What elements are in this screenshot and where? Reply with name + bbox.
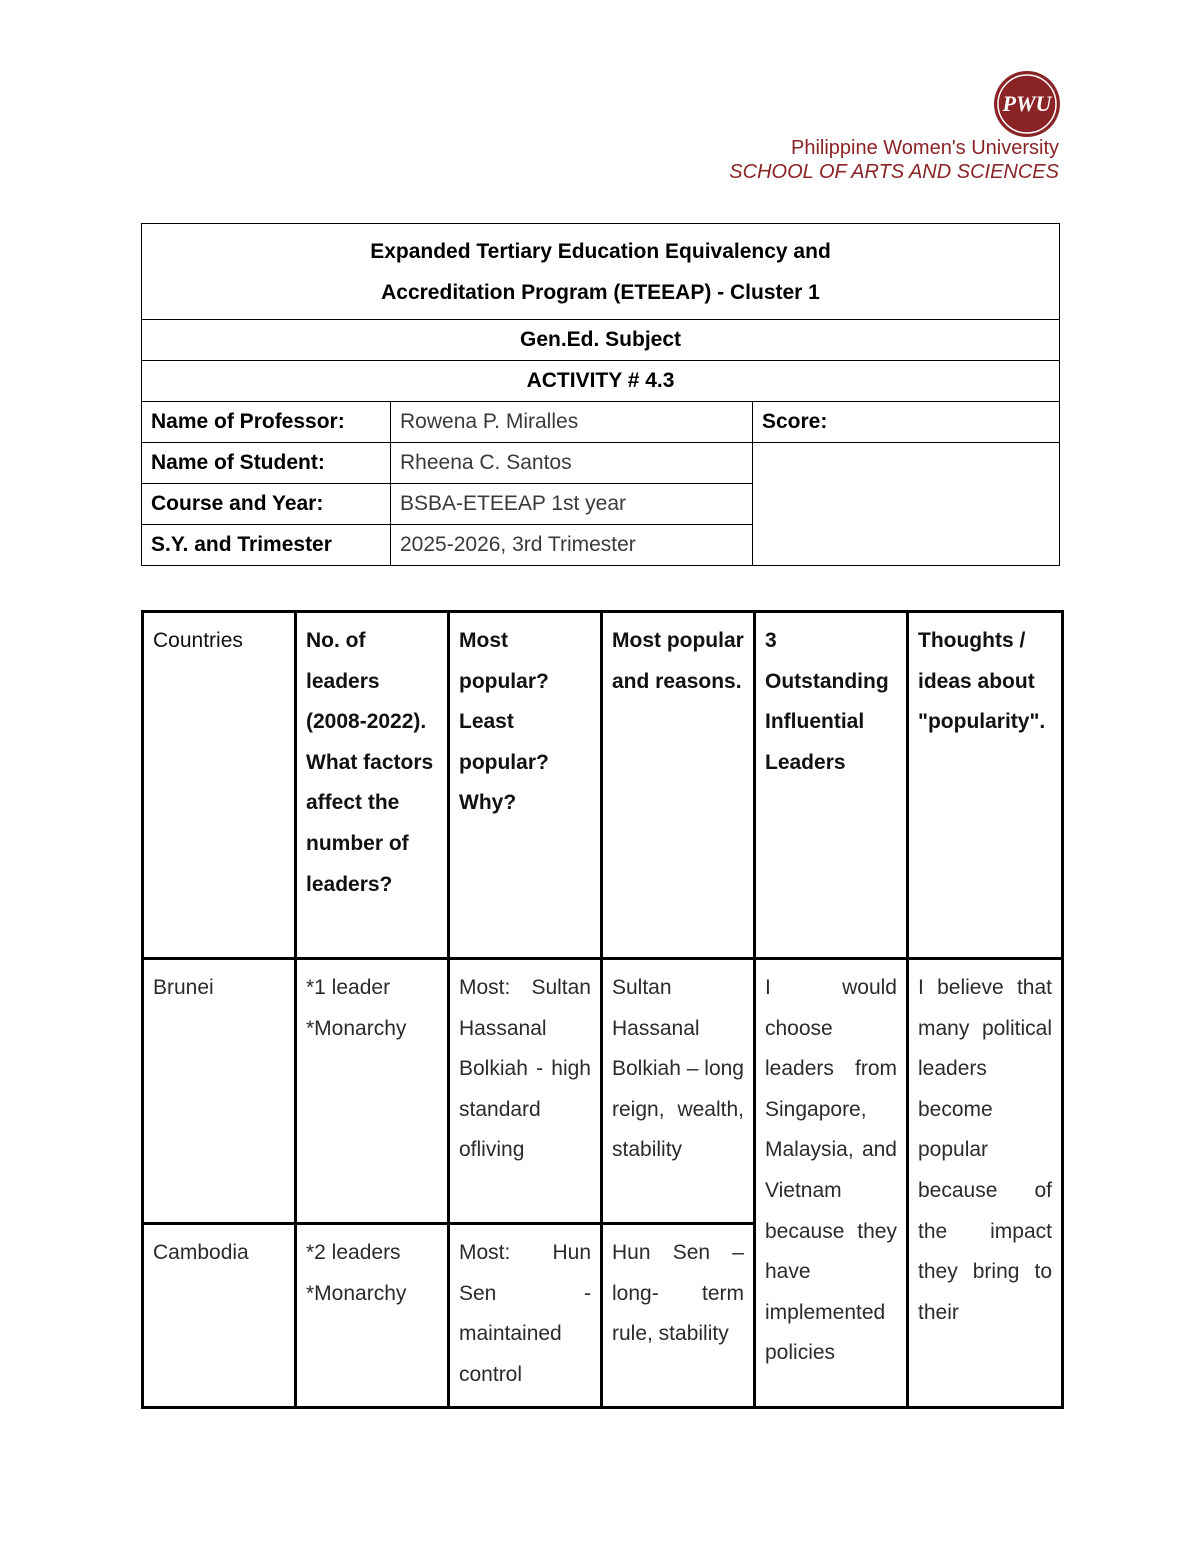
header-most-least-popular: Most popular? Least popular? Why? bbox=[449, 612, 602, 959]
activity-cell: ACTIVITY # 4.3 bbox=[142, 361, 1060, 402]
leaders-cell bbox=[296, 959, 449, 1224]
logo-text: PWU bbox=[1002, 91, 1052, 116]
course-value: BSBA-ETEEAP 1st year bbox=[391, 484, 753, 525]
activity-table bbox=[141, 610, 1064, 1409]
info-table bbox=[141, 223, 1060, 566]
header-most-popular-reasons: Most popular and reasons. bbox=[602, 612, 755, 959]
university-logo bbox=[993, 70, 1061, 138]
university-name: Philippine Women's University bbox=[791, 137, 1059, 159]
most-least-cell: Most: Sultan Hassanal Bolkiah - high standard ofliving bbox=[449, 959, 602, 1224]
country-cell: Cambodia bbox=[143, 1224, 296, 1408]
popular-reasons-cell: Hun Sen – long- term rule, stability bbox=[602, 1224, 755, 1408]
school-name: SCHOOL OF ARTS AND SCIENCES bbox=[729, 161, 1059, 183]
leaders-count: *1 leader bbox=[306, 976, 391, 999]
subject-cell: Gen.Ed. Subject bbox=[142, 320, 1060, 361]
table-row bbox=[143, 959, 1063, 1224]
leaders-count: *2 leaders bbox=[306, 1241, 401, 1264]
course-label: Course and Year: bbox=[142, 484, 391, 525]
professor-value: Rowena P. Miralles bbox=[391, 402, 753, 443]
professor-label: Name of Professor: bbox=[142, 402, 391, 443]
sy-label: S.Y. and Trimester bbox=[142, 525, 391, 566]
header-countries: Countries bbox=[143, 612, 296, 959]
program-title-line2: Accreditation Program (ETEEAP) - Cluster 1 bbox=[381, 280, 820, 304]
student-value: Rheena C. Santos bbox=[391, 443, 753, 484]
government-type: *Monarchy bbox=[306, 1281, 407, 1305]
popular-reasons-cell: Sultan Hassanal Bolkiah – long reign, wealth, stability bbox=[602, 959, 755, 1224]
sy-value: 2025-2026, 3rd Trimester bbox=[391, 525, 753, 566]
table-header-row bbox=[143, 612, 1063, 959]
most-least-cell: Most: Hun Sen - maintained control bbox=[449, 1224, 602, 1408]
header-thoughts: Thoughts / ideas about "popularity". bbox=[908, 612, 1063, 959]
leaders-cell bbox=[296, 1224, 449, 1408]
thoughts-cell: I believe that many political leaders become popular because of the impact they bring to their bbox=[908, 959, 1063, 1408]
outstanding-leaders-cell: I would choose leaders from Singapore, Malaysia, and Vietnam because they have implemented policies bbox=[755, 959, 908, 1408]
government-type: *Monarchy bbox=[306, 1016, 407, 1040]
score-box bbox=[753, 443, 1060, 566]
header-outstanding-leaders: 3 Outstanding Influential Leaders bbox=[755, 612, 908, 959]
country-cell: Brunei bbox=[143, 959, 296, 1224]
header-number-of-leaders: No. of leaders (2008-2022). What factors affect the number of leaders? bbox=[296, 612, 449, 959]
student-label: Name of Student: bbox=[142, 443, 391, 484]
program-title-line1: Expanded Tertiary Education Equivalency and bbox=[370, 239, 831, 263]
university-header bbox=[729, 136, 1059, 184]
score-label: Score: bbox=[753, 402, 1060, 443]
program-title bbox=[142, 224, 1060, 320]
